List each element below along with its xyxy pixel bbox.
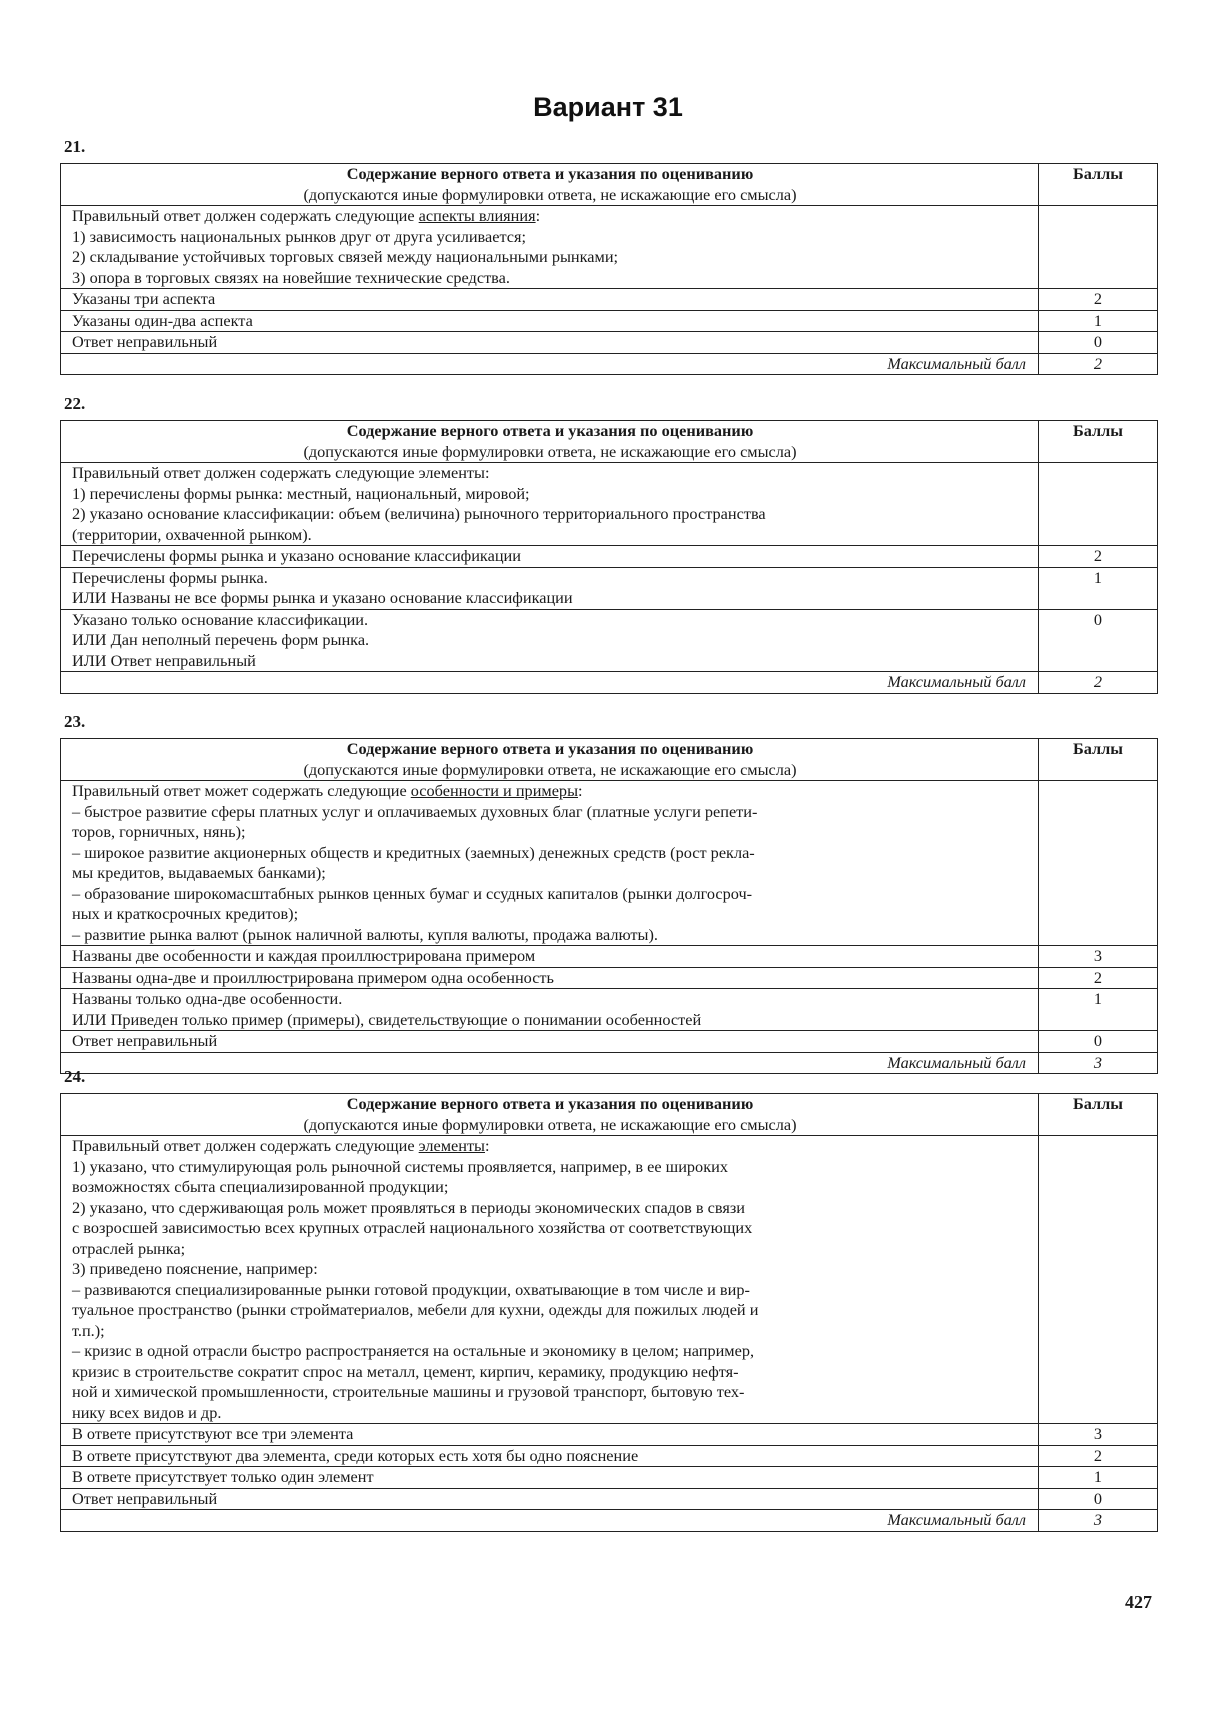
answer-intro: [72, 781, 1028, 802]
criterion-line: Перечислены формы рынка и указано основание классификации: [72, 546, 521, 565]
answer-intro-underlined: особенности и примеры: [410, 781, 579, 800]
criterion-row: [61, 989, 1158, 1031]
answer-content-cell: [61, 463, 1039, 546]
answer-points-cell: [1039, 781, 1158, 946]
criterion-points: 1: [1039, 567, 1158, 609]
criterion-text-cell: [61, 1424, 1039, 1446]
answer-line: туальное пространство (рынки стройматериалов, мебели для кухни, одежды для пожилых людей и: [72, 1300, 759, 1319]
task-number: 24.: [64, 1067, 86, 1086]
criterion-row: [61, 567, 1158, 609]
criterion-text-cell: [61, 967, 1039, 989]
answer-content-cell: [61, 1136, 1039, 1424]
task-number: 21.: [64, 137, 86, 156]
answer-line: 3) приведено пояснение, например:: [72, 1259, 318, 1278]
answer-content-row: [61, 206, 1158, 289]
criterion-points: 0: [1039, 1488, 1158, 1510]
criterion-line: В ответе присутствуют два элемента, среди которых есть хотя бы одно пояснение: [72, 1445, 639, 1465]
answer-points-cell: [1039, 206, 1158, 289]
criterion-text-cell: [61, 989, 1039, 1031]
criterion-text-cell: [61, 946, 1039, 968]
answer-line: 1) зависимость национальных рынков друг от друга усиливается;: [72, 226, 527, 246]
answer-intro-text: Правильный ответ должен содержать следующие: [72, 206, 419, 225]
page-title: Вариант 31: [533, 92, 683, 122]
answer-line: возможностях сбыта специализированной продукции;: [72, 1177, 449, 1196]
answer-line: – широкое развитие акционерных обществ и кредитных (заемных) денежных средств (рост рекла-: [72, 842, 755, 862]
answer-intro-underlined: аспекты влияния: [418, 206, 536, 225]
answer-content-cell: [61, 781, 1039, 946]
max-score-row: [61, 672, 1158, 694]
criterion-points: 2: [1039, 289, 1158, 311]
answer-line: 2) указано, что сдерживающая роль может проявляться в периоды экономических спадов в связи: [72, 1197, 745, 1217]
answer-content-row: [61, 781, 1158, 946]
max-score-label: Максимальный балл: [61, 353, 1039, 375]
max-score-value: 3: [1039, 1510, 1158, 1532]
max-score-value: 2: [1039, 672, 1158, 694]
criterion-line: ИЛИ Названы не все формы рынка и указано основание классификации: [72, 588, 573, 607]
answer-intro-suffix: :: [578, 781, 583, 800]
criterion-row: [61, 289, 1158, 311]
header-content-note: (допускаются иные формулировки ответа, не искажающие его смысла): [303, 1114, 797, 1134]
criterion-text-cell: [61, 332, 1039, 354]
answer-intro-text: Правильный ответ может содержать следующие: [72, 781, 411, 800]
criterion-line: Указаны три аспекта: [72, 289, 216, 308]
header-content-title: Содержание верного ответа и указания по оцениванию: [346, 421, 754, 440]
criterion-points: 3: [1039, 1424, 1158, 1446]
criterion-line: Указаны один-два аспекта: [72, 310, 253, 330]
criterion-line: ИЛИ Приведен только пример (примеры), свидетельствующие о понимании особенностей: [72, 1009, 702, 1029]
answer-intro-suffix: :: [535, 206, 541, 225]
criterion-row: [61, 967, 1158, 989]
criterion-points: 0: [1039, 609, 1158, 672]
answer-intro-text: Правильный ответ должен содержать следующие: [72, 1136, 419, 1155]
answer-intro: [72, 463, 1028, 484]
criterion-points: 0: [1039, 332, 1158, 354]
header-content-note: (допускаются иные формулировки ответа, не искажающие его смысла): [303, 759, 797, 779]
header-points-cell: Баллы: [1039, 739, 1158, 781]
criterion-row: [61, 332, 1158, 354]
answer-intro-underlined: элементы: [418, 1136, 485, 1155]
answer-line: (территории, охваченной рынком).: [72, 524, 312, 544]
criterion-line: Ответ неправильный: [72, 332, 218, 351]
header-content-note: (допускаются иные формулировки ответа, не искажающие его смысла): [303, 441, 797, 461]
criterion-points: 1: [1039, 310, 1158, 332]
task-block: [60, 1067, 1158, 1532]
grading-table: [60, 738, 1158, 1074]
answer-content-cell: [61, 206, 1039, 289]
task-number: 23.: [64, 712, 86, 731]
table-header-row: [61, 164, 1158, 206]
criterion-line: Ответ неправильный: [72, 1031, 218, 1050]
criterion-text-cell: [61, 1445, 1039, 1467]
header-content-title: Содержание верного ответа и указания по оцениванию: [346, 1094, 754, 1113]
header-content-cell: [61, 739, 1039, 781]
criterion-points: 0: [1039, 1031, 1158, 1053]
criterion-row: [61, 946, 1158, 968]
answer-line: – образование широкомасштабных рынков ценных бумаг и ссудных капиталов (рынки долгосроч-: [72, 883, 753, 903]
criterion-row: [61, 1445, 1158, 1467]
answer-line: 3) опора в торговых связях на новейшие технические средства.: [72, 267, 510, 287]
answer-line: 2) складывание устойчивых торговых связей между национальными рынками;: [72, 247, 619, 266]
max-score-value: 3: [1039, 1052, 1158, 1074]
answer-line: кризис в строительстве сократит спрос на металл, цемент, кирпич, керамику, продукцию нефтя-: [72, 1361, 739, 1381]
answer-line: т.п.);: [72, 1320, 105, 1340]
criterion-line: В ответе присутствуют все три элемента: [72, 1424, 354, 1443]
criterion-points: 1: [1039, 989, 1158, 1031]
criterion-row: [61, 1031, 1158, 1053]
answer-line: – развитие рынка валют (рынок наличной валюты, купля валюты, продажа валюты).: [72, 924, 658, 944]
criterion-text-cell: [61, 1467, 1039, 1489]
header-content-title: Содержание верного ответа и указания по оцениванию: [346, 164, 754, 183]
answer-line: ной и химической промышленности, строительные машины и грузовой транспорт, бытовую тех-: [72, 1382, 745, 1401]
task-block: [60, 712, 1158, 1074]
criterion-row: [61, 310, 1158, 332]
answer-line: нику всех видов и др.: [72, 1402, 222, 1422]
criterion-row: [61, 546, 1158, 568]
criterion-row: [61, 1424, 1158, 1446]
header-content-title: Содержание верного ответа и указания по оцениванию: [346, 739, 754, 758]
criterion-text-cell: [61, 289, 1039, 311]
answer-line: торов, горничных, нянь);: [72, 822, 246, 841]
max-score-value: 2: [1039, 353, 1158, 375]
answer-points-cell: [1039, 1136, 1158, 1424]
max-score-label: Максимальный балл: [61, 1052, 1039, 1074]
criterion-line: Ответ неправильный: [72, 1488, 218, 1508]
criterion-points: 1: [1039, 1467, 1158, 1489]
task-block: [60, 394, 1158, 694]
criterion-text-cell: [61, 546, 1039, 568]
task-block: [60, 137, 1158, 375]
answer-line: – быстрое развитие сферы платных услуг и оплачиваемых духовных благ (платные услуги репети-: [72, 801, 758, 821]
answer-line: – развиваются специализированные рынки готовой продукции, охватывающие в том числе и вир-: [72, 1279, 750, 1299]
criterion-line: Названы одна-две и проиллюстрирована примером одна особенность: [72, 967, 554, 987]
answer-line: 1) указано, что стимулирующая роль рыночной системы проявляется, например, в ее широких: [72, 1156, 728, 1176]
criterion-text-cell: [61, 1031, 1039, 1053]
answer-intro-suffix: :: [485, 1136, 490, 1155]
max-score-label: Максимальный балл: [61, 672, 1039, 694]
header-content-cell: [61, 164, 1039, 206]
criterion-row: [61, 1467, 1158, 1489]
criterion-line: Названы две особенности и каждая проиллюстрирована примером: [72, 946, 536, 965]
criterion-line: Названы только одна-две особенности.: [72, 989, 343, 1008]
header-points-cell: Баллы: [1039, 1094, 1158, 1136]
header-content-note: (допускаются иные формулировки ответа, не искажающие его смысла): [303, 184, 797, 204]
answer-line: 1) перечислены формы рынка: местный, национальный, мировой;: [72, 483, 530, 503]
answer-line: – кризис в одной отрасли быстро распространяется на остальные и экономику в целом; например,: [72, 1341, 755, 1360]
answer-line: отраслей рынка;: [72, 1238, 186, 1258]
header-content-cell: [61, 421, 1039, 463]
criterion-points: 3: [1039, 946, 1158, 968]
answer-content-row: [61, 1136, 1158, 1424]
page-number: 427: [1125, 1592, 1152, 1612]
criterion-line: Перечислены формы рынка.: [72, 567, 268, 587]
answer-points-cell: [1039, 463, 1158, 546]
table-header-row: [61, 1094, 1158, 1136]
criterion-text-cell: [61, 1488, 1039, 1510]
table-header-row: [61, 421, 1158, 463]
answer-intro: [72, 1136, 1028, 1157]
answer-intro-text: Правильный ответ должен содержать следующие элементы:: [72, 463, 490, 482]
criterion-text-cell: [61, 567, 1039, 609]
max-score-row: [61, 1510, 1158, 1532]
criterion-points: 2: [1039, 1445, 1158, 1467]
task-number: 22.: [64, 394, 86, 413]
criterion-line: Указано только основание классификации.: [72, 609, 369, 629]
grading-table: [60, 163, 1158, 375]
criterion-line: ИЛИ Ответ неправильный: [72, 650, 256, 670]
max-score-label: Максимальный балл: [61, 1510, 1039, 1532]
criterion-points: 2: [1039, 967, 1158, 989]
header-points-cell: Баллы: [1039, 421, 1158, 463]
answer-content-row: [61, 463, 1158, 546]
answer-intro: [72, 206, 1028, 227]
grading-table: [60, 420, 1158, 694]
answer-line: мы кредитов, выдаваемых банками);: [72, 863, 326, 882]
criterion-text-cell: [61, 609, 1039, 672]
criterion-row: [61, 1488, 1158, 1510]
answer-line: 2) указано основание классификации: объем (величина) рыночного территориального пространства: [72, 504, 766, 523]
answer-line: с возросшей зависимостью всех крупных отраслей национального хозяйства от соответствующих: [72, 1218, 753, 1237]
criterion-text-cell: [61, 310, 1039, 332]
header-points-cell: Баллы: [1039, 164, 1158, 206]
header-content-cell: [61, 1094, 1039, 1136]
criterion-line: В ответе присутствует только один элемент: [72, 1467, 374, 1486]
criterion-line: ИЛИ Дан неполный перечень форм рынка.: [72, 630, 370, 649]
grading-table: [60, 1093, 1158, 1532]
table-header-row: [61, 739, 1158, 781]
criterion-points: 2: [1039, 546, 1158, 568]
max-score-row: [61, 353, 1158, 375]
answer-line: ных и краткосрочных кредитов);: [72, 904, 299, 923]
criterion-row: [61, 609, 1158, 672]
